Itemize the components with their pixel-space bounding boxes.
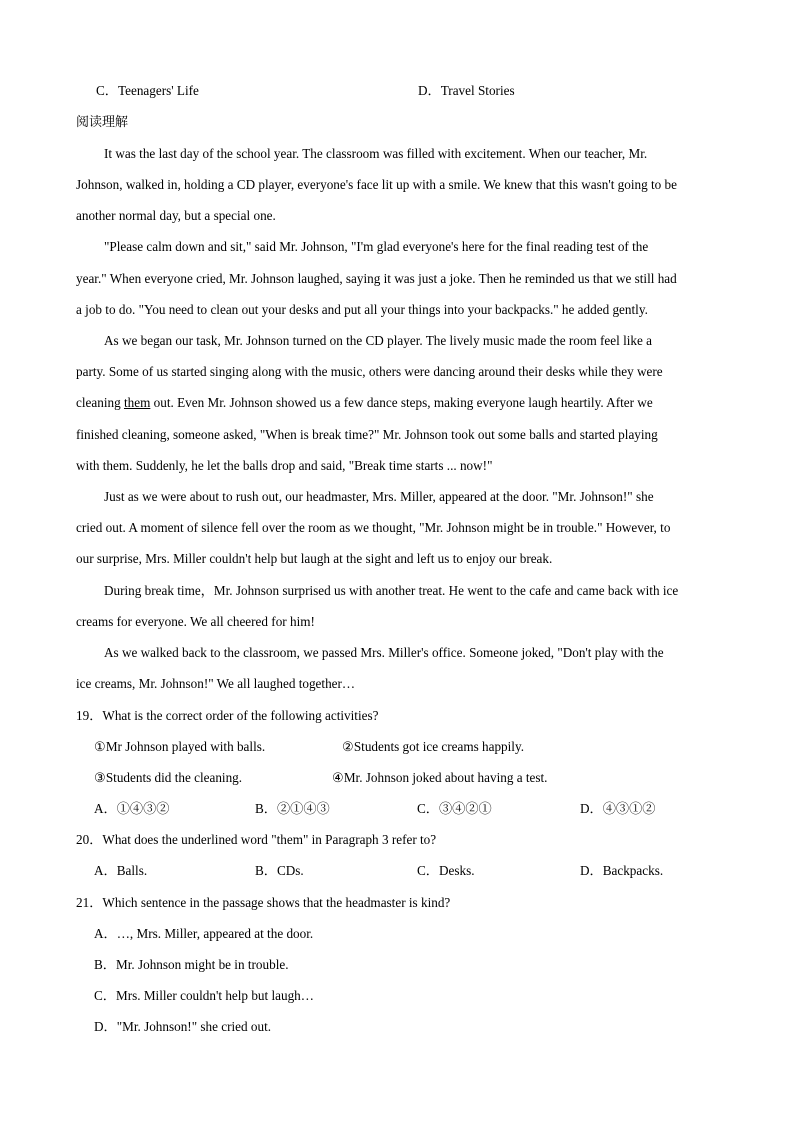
q19-option-d[interactable]: D．④③①②: [580, 801, 656, 816]
p5-line-1: During break time，Mr. Johnson surprised us with another treat. He went to the cafe and came back with ice: [104, 583, 679, 598]
q19-item-1: ①Mr Johnson played with balls.: [94, 739, 266, 754]
p3-line-4: finished cleaning, someone asked, "When is break time?" Mr. Johnson took out some balls and started playing: [76, 427, 658, 442]
p3-line-1: As we began our task, Mr. Johnson turned on the CD player. The lively music made the room feel like a: [104, 333, 653, 348]
q20-option-d[interactable]: D．Backpacks.: [580, 863, 664, 878]
section-title: 阅读理解: [76, 115, 129, 130]
q19-option-c[interactable]: C．③④②①: [417, 801, 492, 816]
q21-option-b[interactable]: B．Mr. Johnson might be in trouble.: [94, 957, 289, 972]
p4-line-3: our surprise, Mrs. Miller couldn't help but laugh at the sight and left us to enjoy our break.: [76, 551, 553, 566]
q21-option-c[interactable]: C．Mrs. Miller couldn't help but laugh…: [94, 988, 314, 1003]
q19-option-a[interactable]: A．①④③②: [94, 801, 170, 816]
p4-line-2: cried out. A moment of silence fell over the room as we thought, "Mr. Johnson might be in trouble." However, to: [76, 520, 671, 535]
p2-line-3: a job to do. "You need to clean out your desks and put all your things into your backpacks." he added gently.: [76, 302, 648, 317]
q20-option-a[interactable]: A．Balls.: [94, 863, 148, 878]
p2-line-1: "Please calm down and sit," said Mr. Johnson, "I'm glad everyone's here for the final reading test of the: [104, 239, 649, 254]
p6-line-1: As we walked back to the classroom, we passed Mrs. Miller's office. Someone joked, "Don't play with the: [104, 645, 664, 660]
underlined-word-them: them: [123, 395, 151, 410]
prev-option-d: D．Travel Stories: [418, 83, 515, 98]
q21-option-a[interactable]: A．…, Mrs. Miller, appeared at the door.: [94, 926, 314, 941]
p1-line-1: It was the last day of the school year. The classroom was filled with excitement. When our teacher, Mr.: [104, 146, 648, 161]
q21-option-d[interactable]: D．"Mr. Johnson!" she cried out.: [94, 1019, 272, 1034]
p6-line-2: ice creams, Mr. Johnson!" We all laughed together…: [76, 676, 356, 691]
p3-line-3-end: out. Even Mr. Johnson showed us a few dance steps, making everyone laugh heartily. After we: [150, 395, 653, 410]
prev-option-c: C．Teenagers' Life: [96, 83, 199, 98]
q19-item-2: ②Students got ice creams happily.: [342, 739, 524, 754]
p1-line-3: another normal day, but a special one.: [76, 208, 276, 223]
q20-option-c[interactable]: C．Desks.: [417, 863, 475, 878]
q20-option-b[interactable]: B．CDs.: [255, 863, 304, 878]
p4-line-1: Just as we were about to rush out, our headmaster, Mrs. Miller, appeared at the door. "Mr. Johnson!" she: [104, 489, 654, 504]
q19-item-3: ③Students did the cleaning.: [94, 770, 243, 785]
q20-stem: 20．What does the underlined word "them" in Paragraph 3 refer to?: [76, 832, 437, 847]
p3-line-3-start: cleaning: [76, 395, 124, 410]
p3-line-3: [76, 394, 653, 412]
p5-line-2: creams for everyone. We all cheered for him!: [76, 614, 315, 629]
p3-line-2: party. Some of us started singing along with the music, others were dancing around their desks while they were: [76, 364, 663, 379]
q19-stem: 19．What is the correct order of the following activities?: [76, 708, 379, 723]
q21-stem: 21．Which sentence in the passage shows that the headmaster is kind?: [76, 895, 451, 910]
p2-line-2: year." When everyone cried, Mr. Johnson laughed, saying it was just a joke. Then he reminded us that we still had: [76, 271, 677, 286]
p3-line-5: with them. Suddenly, he let the balls drop and said, "Break time starts ... now!": [76, 458, 493, 473]
q19-item-4: ④Mr. Johnson joked about having a test.: [332, 770, 548, 785]
q19-option-b[interactable]: B．②①④③: [255, 801, 330, 816]
p1-line-2: Johnson, walked in, holding a CD player, everyone's face lit up with a smile. We knew that this wasn't going to be: [76, 177, 678, 192]
